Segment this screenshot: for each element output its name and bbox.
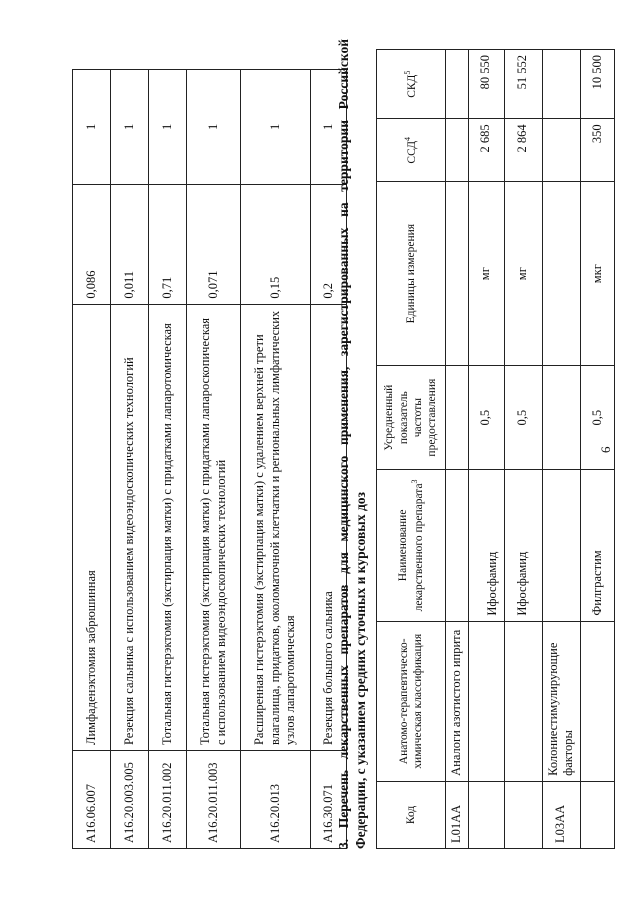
- table-row: [504, 50, 542, 849]
- procedure-multiplicity: 1: [187, 70, 241, 185]
- procedure-code: A16.06.007: [73, 751, 111, 849]
- procedure-multiplicity: 1: [73, 70, 111, 185]
- drug-frequency: 0,5: [468, 366, 504, 470]
- procedure-name: Тотальная гистерэктомия (экстирпация матки) с придатками лапаротомическая: [149, 304, 187, 750]
- table-row: [187, 70, 241, 849]
- procedure-frequency: 0,011: [111, 184, 149, 304]
- drug-unit: мг: [468, 182, 504, 366]
- drug-frequency: 0,5: [580, 366, 614, 470]
- table-row: [149, 70, 187, 849]
- drug-unit: мкг: [580, 182, 614, 366]
- table-row: [73, 70, 111, 849]
- drug-group-code: L03AA: [542, 781, 580, 848]
- drug-group-atc: Колониестимулирующие факторы: [542, 621, 580, 781]
- procedure-frequency: 0,086: [73, 184, 111, 304]
- table-row: [241, 70, 311, 849]
- header-frequency: Усредненный показатель частоты предоставления: [377, 366, 446, 470]
- header-unit: Единицы измерения: [377, 182, 446, 366]
- drug-ssd: 2 864: [504, 119, 542, 182]
- drug-ssd: 350: [580, 119, 614, 182]
- page-number: 6: [598, 446, 613, 453]
- drug-group-atc: Аналоги азотистого иприта: [446, 621, 469, 781]
- procedure-multiplicity: 1: [311, 70, 347, 185]
- procedure-code: A16.20.003.005: [111, 751, 149, 849]
- procedure-code: A16.20.011.003: [187, 751, 241, 849]
- procedure-name: Резекция большого сальника: [311, 304, 347, 750]
- procedure-multiplicity: 1: [111, 70, 149, 185]
- procedure-frequency: 0,15: [241, 184, 311, 304]
- header-drug-name: Наименование лекарственного препарата$^3$: [377, 470, 446, 622]
- drug-ssd: 2 685: [468, 119, 504, 182]
- header-code: Код: [377, 781, 446, 848]
- procedure-frequency: 0,071: [187, 184, 241, 304]
- drug-skd: 80 550: [468, 50, 504, 119]
- procedure-name: Расширенная гистерэктомия (экстирпация матки) с удалением верхней трети влагалища, придатков, околоматочной клетчатки и региональных лимфатических узлов лапаротомическая: [241, 304, 311, 750]
- drug-unit: мг: [504, 182, 542, 366]
- procedure-frequency: 0,2: [311, 184, 347, 304]
- procedure-frequency: 0,71: [149, 184, 187, 304]
- table-row: [580, 50, 614, 849]
- header-atc: Анатомо-терапевтическо-химическая классификация: [377, 621, 446, 781]
- section-3-heading: 3. Перечень лекарственных препаратов для медицинского применения, зарегистрированных на территории Российской Федерации, с указанием средних суточных и курсовых доз: [336, 39, 368, 849]
- table-row: [468, 50, 504, 849]
- table-row: [111, 70, 149, 849]
- procedures-table: [72, 69, 347, 849]
- procedure-code: A16.20.011.002: [149, 751, 187, 849]
- procedure-multiplicity: 1: [149, 70, 187, 185]
- drug-name: Филграстим: [580, 470, 614, 622]
- header-ssd: ССД$^4$: [377, 119, 446, 182]
- drug-group-code: L01AA: [446, 781, 469, 848]
- procedure-multiplicity: 1: [241, 70, 311, 185]
- procedure-code: A16.30.071: [311, 751, 347, 849]
- table-row: [446, 50, 469, 849]
- drug-name: Ифосфамид: [468, 470, 504, 622]
- drug-name: Ифосфамид: [504, 470, 542, 622]
- header-skd: СКД$^5$: [377, 50, 446, 119]
- drug-skd: 51 552: [504, 50, 542, 119]
- procedure-name: Резекция сальника с использованием видеоэндоскопических технологий: [111, 304, 149, 750]
- table-row: [542, 50, 580, 849]
- drug-skd: 10 500: [580, 50, 614, 119]
- procedure-name: Лимфаденэктомия забрюшинная: [73, 304, 111, 750]
- procedure-name: Тотальная гистерэктомия (экстирпация матки) с придатками лапароскопическая с использованием видеоэндоскопических технологий: [187, 304, 241, 750]
- drugs-header-row: [377, 50, 446, 849]
- drug-frequency: 0,5: [504, 366, 542, 470]
- drugs-table: [376, 49, 615, 849]
- procedure-code: A16.20.013: [241, 751, 311, 849]
